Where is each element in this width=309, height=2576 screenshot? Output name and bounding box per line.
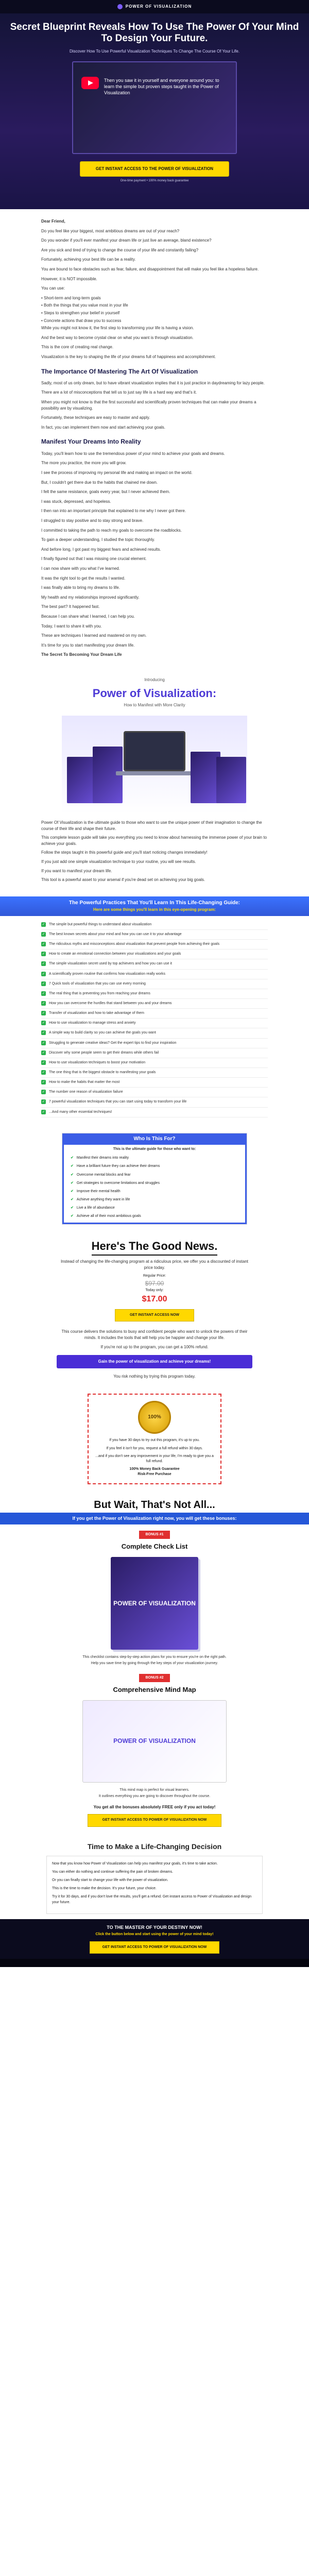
decision-para: Or you can finally start to change your life with the power of visualization. xyxy=(52,1878,168,1883)
check-icon: ✔ xyxy=(71,1206,74,1210)
lessons-section xyxy=(0,896,309,1125)
lessons-title: The Powerful Practices That You'll Learn In This Life-Changing Guide: xyxy=(68,900,241,906)
today-price-label: Today only: xyxy=(145,1289,164,1293)
book-cover-text: POWER OF VISUALIZATION xyxy=(113,1599,196,1607)
decision-box xyxy=(46,1856,263,1914)
letter-para: You are bound to face obstacles such as fear, failure, and disappointment that will make you feel like a hopeless failure. xyxy=(41,266,259,272)
list-item xyxy=(41,1028,268,1038)
list-item xyxy=(41,970,268,979)
hero-cta-button[interactable]: GET INSTANT ACCESS TO THE POWER OF VISUALIZATION xyxy=(80,161,229,177)
greeting: Dear Friend, xyxy=(41,219,65,224)
who-text: Manifest their dreams into reality xyxy=(76,1156,129,1160)
who-text: Overcome mental blocks and fear xyxy=(76,1173,131,1177)
decision-title: Time to Make a Life-Changing Decision xyxy=(87,1842,222,1851)
check-icon: ✓ xyxy=(42,1041,45,1045)
lesson-text: A scientifically proven routine that confirms how visualization really works xyxy=(49,972,166,976)
bottom-bar xyxy=(0,1959,309,1967)
who-text: Achieve anything they want in life xyxy=(76,1197,130,1201)
check-icon: ✓ xyxy=(42,981,45,986)
letter-para: However, it is NOT impossible. xyxy=(41,276,97,281)
lesson-text: 7 Quick tools of visualization that you can use every morning xyxy=(49,981,146,986)
who-text: Have a brilliant future they can achieve their dreams xyxy=(76,1164,160,1168)
buy-now-button[interactable]: GET INSTANT ACCESS NOW xyxy=(115,1309,194,1321)
check-icon: ✓ xyxy=(42,1021,45,1025)
list-item xyxy=(62,1204,247,1212)
lesson-text: The one thing that is the biggest obstacle to manifesting your goals xyxy=(49,1070,156,1074)
letter-para: In fact, you can implement them now and start achieving your goals. xyxy=(41,425,166,430)
check-icon: ✓ xyxy=(42,942,45,946)
topbar xyxy=(0,0,309,13)
lesson-text: Transfer of visualization and how to take advantage of them xyxy=(49,1011,144,1015)
letter-para: When you might not know is that the first successful and scientifically proven techniques that can make your dreams a possibility are by visualizing. xyxy=(41,400,256,411)
intro-para: Power Of Visualization is the ultimate guide to those who want to use the unique power of their imagination to change the course of their life and shape their future. xyxy=(41,820,262,831)
hero-cta-note: One-time payment • 100% money back guarantee xyxy=(120,179,189,182)
check-icon: ✓ xyxy=(42,1060,45,1064)
lesson-text: Discover why some people seem to get their dreams while others fail xyxy=(49,1050,159,1055)
list-item xyxy=(41,1097,268,1107)
heading-manifest: Manifest Your Dreams Into Reality xyxy=(41,438,141,446)
who-text: Improve their mental health xyxy=(76,1189,121,1193)
letter-para: It’s time for you to start manifesting your dream life. xyxy=(41,642,135,648)
letter-para: But, I couldn't get there due to the habits that chained me down. xyxy=(41,480,158,485)
lesson-text: 7 powerful visualization techniques that you can start using today to transform your life xyxy=(49,1100,187,1104)
product-box-icon xyxy=(216,757,246,803)
check-icon: ✓ xyxy=(42,1100,45,1104)
letter-para: Do you wonder if you'll ever manifest your dream life or just live an average, bland existence? xyxy=(41,238,212,243)
bullet: • Short-term and long-term goals xyxy=(41,295,101,300)
letter-para: These are techniques I learned and mastered on my own. xyxy=(41,633,147,638)
who-text: Get strategies to overcome limitations and struggles xyxy=(76,1181,160,1185)
bonus-desc: This checklist contains step-by-step action plans for you to ensure you're on the right path. xyxy=(82,1655,227,1659)
who-title: Who Is This For? xyxy=(62,1133,247,1145)
check-icon: ✔ xyxy=(71,1173,74,1177)
decision-para: You can either do nothing and continue suffering the pain of broken dreams. xyxy=(52,1870,174,1874)
decision-para: Try it for 30 days, and if you don't love the results, you'll get a refund. Get instant access to Power of Visualization and design your future. xyxy=(52,1895,252,1904)
letter-para: To gain a deeper understanding, I studied the topic thoroughly. xyxy=(41,537,155,543)
product-intro xyxy=(0,667,309,896)
lesson-text: How you can overcome the hurdles that stand between you and your dreams xyxy=(49,1001,172,1005)
list-item xyxy=(41,1019,268,1028)
check-icon: ✓ xyxy=(42,922,45,926)
list-item xyxy=(41,940,268,950)
check-icon: ✔ xyxy=(71,1197,74,1201)
bonus-desc: It outlines everything you are going to discover throughout the course. xyxy=(98,1794,211,1798)
who-is-this-for xyxy=(62,1133,247,1225)
lesson-text: How to use visualization to manage stress and anxiety xyxy=(49,1021,136,1025)
bonus-desc: Help you save time by going through the key steps of your visualization journey. xyxy=(91,1662,218,1666)
check-icon: ✔ xyxy=(71,1164,74,1168)
letter-para: Sadly, most of us only dream, but to have vibrant visualization implies that it is just practice in daydreaming for lazy people. xyxy=(41,380,265,385)
list-item xyxy=(62,1196,247,1204)
check-icon: ✓ xyxy=(42,1080,45,1084)
product-title: Power of Visualization: xyxy=(92,686,217,700)
good-news-para: This course delivers the solutions to busy and confident people who want to unlock the powers of their minds. It includes the tools that will help you be happier and change your life. xyxy=(61,1329,248,1341)
lesson-text: ...And many other essential techniques! xyxy=(49,1110,112,1114)
bonuses-section xyxy=(0,1493,309,1833)
check-icon: ✓ xyxy=(42,1011,45,1015)
hero-title: Secret Blueprint Reveals How To Use The Power Of Your Mind To Design Your Future. xyxy=(10,22,299,44)
letter-para: I see the process of improving my personal life and making an impact on the world. xyxy=(41,470,193,476)
check-icon: ✓ xyxy=(42,1110,45,1114)
letter-para: The Secret To Becoming Your Dream Life xyxy=(41,652,122,657)
who-text: Achieve all of their most ambitious goals xyxy=(76,1214,141,1218)
intro-para: This tool is a powerful asset to your arsenal if you're dead set on achieving your big goals. xyxy=(41,877,205,883)
decision-para: This is the time to make the decision. It's your future, your choice. xyxy=(52,1887,157,1891)
sale-price: $17.00 xyxy=(142,1295,167,1304)
footer-cta-button[interactable]: GET INSTANT ACCESS TO POWER OF VISUALIZATION NOW xyxy=(90,1941,220,1954)
check-icon: ✓ xyxy=(42,972,45,976)
letter-para: I finally figured out that I was missing one crucial element. xyxy=(41,556,147,562)
mind-map-center-text: POWER OF VISUALIZATION xyxy=(113,1737,196,1744)
risk-note: You risk nothing by trying this program today. xyxy=(113,1374,196,1379)
hero-subtitle: Discover How To Use Powerful Visualization Techniques To Change The Course Of Your Life. xyxy=(69,48,240,54)
intro-para: If you just add one simple visualization technique to your routine, you will see results. xyxy=(41,859,196,864)
brand-name: POWER OF VISUALIZATION xyxy=(125,4,192,9)
decision-section xyxy=(0,1833,309,1919)
guarantee-line: If you have 30 days to try out this program, it's up to you. xyxy=(109,1438,200,1443)
guarantee-line: 100% Money Back Guarantee xyxy=(129,1467,180,1471)
bonus-cta-button[interactable]: GET INSTANT ACCESS TO POWER OF VISUALIZATION NOW xyxy=(88,1814,222,1826)
list-item xyxy=(41,979,268,989)
intro-para: If you want to manifest your dream life. xyxy=(41,868,112,873)
lesson-text: The simple but powerful things to understand about visualization xyxy=(49,922,152,926)
bonus-title: Complete Check List xyxy=(121,1543,188,1551)
letter-para: And the best way to become crystal clear on what you want is through visualization. xyxy=(41,335,194,340)
list-item xyxy=(62,1154,247,1162)
pricing xyxy=(0,1274,309,1305)
letter-para: Today, I want to share it with you. xyxy=(41,623,102,629)
good-news-para: If you're not up to the program, you can get a 100% refund. xyxy=(100,1344,209,1349)
letter-para: Fortunately, achieving your best life can be a reality. xyxy=(41,257,136,262)
lesson-text: Struggling to generate creative ideas? Get the expert tips to find your inspiration xyxy=(49,1041,177,1045)
hero-section xyxy=(0,13,309,209)
check-icon: ✓ xyxy=(42,1090,45,1094)
lesson-text: A simple way to build clarity so you can achieve the goals you want xyxy=(49,1031,156,1035)
sales-letter xyxy=(0,209,309,667)
lesson-text: How to make the habits that matter the most xyxy=(49,1080,120,1084)
check-icon: ✓ xyxy=(42,1031,45,1035)
lessons-band xyxy=(0,896,309,916)
lesson-text: How to create an emotional connection between your visualizations and your goals xyxy=(49,952,181,956)
lessons-subtitle: Here are some things you'll learn in this eye-opening program: xyxy=(93,907,216,912)
check-icon: ✓ xyxy=(42,991,45,995)
intro-kicker: Introducing xyxy=(144,677,165,682)
bullet: • Concrete actions that draw you to success xyxy=(41,318,122,323)
free-bonus-note: You get all the bonuses absolutely FREE only if you act today! xyxy=(93,1804,216,1809)
lesson-text: The real thing that is preventing you from reaching your dreams xyxy=(49,991,150,995)
letter-para: While you might not know it, the first step to transforming your life is having a vision. xyxy=(41,326,194,331)
gain-power-button[interactable]: Gain the power of visualization and achieve your dreams! xyxy=(57,1355,252,1368)
list-item xyxy=(62,1179,247,1188)
letter-para: And before long, I got past my biggest fears and achieved results. xyxy=(41,547,161,552)
money-back-seal-icon xyxy=(138,1401,171,1434)
good-news-section xyxy=(0,1233,309,1385)
list-item xyxy=(62,1171,247,1179)
list-item xyxy=(62,1212,247,1224)
list-item xyxy=(41,1088,268,1097)
play-icon[interactable] xyxy=(81,77,99,89)
brand-logo-icon xyxy=(117,4,123,9)
letter-para: I was stuck, depressed, and hopeless. xyxy=(41,499,111,504)
check-icon: ✓ xyxy=(42,1001,45,1005)
letter-para: Are you sick and tired of trying to change the course of your life and constantly failing? xyxy=(41,247,199,252)
letter-para: I struggled to stay positive and to stay strong and brave. xyxy=(41,518,144,523)
bonus-desc: This mind map is perfect for visual learners. xyxy=(119,1788,190,1792)
list-item xyxy=(41,989,268,999)
video-caption: Then you saw it in yourself and everyone around you: to learn the simple but proven steps taught in the Power of Visualization xyxy=(104,78,219,95)
lesson-text: The best known secrets about your mind and how you can use it to your advantage xyxy=(49,932,182,936)
old-price: $97.00 xyxy=(145,1279,164,1287)
lessons-list xyxy=(41,916,268,1125)
letter-para: Fortunately, these techniques are easy to master and apply. xyxy=(41,415,150,420)
check-icon: ✔ xyxy=(71,1181,74,1185)
list-item xyxy=(41,1058,268,1068)
letter-para: Do you feel like your biggest, most ambitious dreams are out of your reach? xyxy=(41,228,180,233)
list-item xyxy=(41,1039,268,1048)
check-icon: ✓ xyxy=(42,962,45,966)
letter-para: I then ran into an important principle that explained to me why I never got there. xyxy=(41,509,186,514)
good-news-title: Here's The Good News. xyxy=(92,1238,218,1256)
footer-subtitle: Click the button below and start using the power of your mind today! xyxy=(95,1932,214,1936)
bullet: • Steps to strengthen your belief in yourself xyxy=(41,310,120,315)
guarantee-box xyxy=(88,1394,221,1484)
guarantee-line: If you feel it isn't for you, request a full refund within 30 days. xyxy=(106,1446,203,1450)
sales-video[interactable] xyxy=(72,61,237,154)
letter-para: Today, you'll learn how to use the tremendous power of your mind to achieve your goals and dreams. xyxy=(41,451,225,456)
letter-para: I can now share with you what I’ve learned. xyxy=(41,566,120,571)
bonus-tag: BONUS #1 xyxy=(139,1531,169,1539)
list-item xyxy=(41,1068,268,1078)
mind-map-image xyxy=(82,1700,227,1783)
laptop-base-icon xyxy=(116,771,193,775)
letter-para: I was finally able to bring my dreams to life. xyxy=(41,585,120,590)
product-subtitle: How to Manifest with More Clarity xyxy=(124,703,185,708)
letter-para: This is the core of creating real change. xyxy=(41,345,114,350)
heading-importance: The Importance Of Mastering The Art Of Visualization xyxy=(41,367,198,375)
letter-para: Visualization is the key to shaping the life of your dreams full of happiness and accomplishment. xyxy=(41,354,216,359)
intro-para: Follow the steps taught in this powerful guide and you'll start noticing changes immediately! xyxy=(41,850,208,855)
product-bundle-image xyxy=(62,716,247,814)
letter-para: You can use: xyxy=(41,286,65,291)
seal-text: 100% xyxy=(148,1414,161,1420)
check-icon: ✓ xyxy=(42,952,45,956)
list-item xyxy=(41,1078,268,1088)
footer-title: TO THE MASTER OF YOUR DESTINY NOW! xyxy=(107,1924,202,1930)
bonuses-band: If you get the Power of Visualization right now, you will get these bonuses: xyxy=(0,1513,309,1524)
letter-para: It was the right tool to get the results I wanted. xyxy=(41,575,126,581)
decision-para: Now that you know how Power of Visualization can help you manifest your goals, it's time to take action. xyxy=(52,1861,218,1866)
list-item xyxy=(41,999,268,1009)
list-item xyxy=(41,1009,268,1019)
letter-para: I committed to taking the path to reach my goals to overcome the roadblocks. xyxy=(41,528,182,533)
letter-para: The best part? It happened fast. xyxy=(41,604,100,609)
bonus-tag: BONUS #2 xyxy=(139,1674,169,1682)
lesson-text: The simple visualization secret used by top achievers and how you can use it xyxy=(49,962,172,966)
who-subtitle: This is the ultimate guide for those who want to: xyxy=(113,1147,196,1151)
letter-bullets xyxy=(41,295,268,324)
letter-para: My health and my relationships improved significantly. xyxy=(41,595,140,600)
check-icon: ✔ xyxy=(71,1214,74,1218)
bullet: • Both the things that you value most in your life xyxy=(41,303,128,308)
bonuses-title: But Wait, That's Not All... xyxy=(94,1499,215,1511)
good-news-para: Instead of changing the life-changing program at a ridiculous price, we offer you a discounted of instant price today. xyxy=(60,1259,249,1270)
letter-para: Because I can share what I learned, I can help you. xyxy=(41,614,135,619)
list-item xyxy=(41,959,268,969)
who-text: Live a life of abundance xyxy=(76,1206,115,1210)
list-item xyxy=(41,1108,268,1117)
laptop-icon xyxy=(124,731,185,771)
check-icon: ✔ xyxy=(71,1156,74,1160)
list-item xyxy=(62,1162,247,1171)
letter-para: There are a lot of misconceptions that tell us to just say life is a hard way and that’s it. xyxy=(41,390,197,395)
letter-para: The more you practice, the more you will grow. xyxy=(41,461,127,466)
check-icon: ✓ xyxy=(42,1070,45,1074)
checklist-book-image xyxy=(111,1557,198,1650)
list-item xyxy=(62,1188,247,1196)
check-icon: ✓ xyxy=(42,932,45,936)
check-icon: ✔ xyxy=(71,1189,74,1193)
guarantee-line: Risk-Free Purchase xyxy=(138,1472,171,1477)
list-item xyxy=(41,930,268,940)
list-item xyxy=(41,950,268,959)
guarantee-line: ...and if you don't see any improvement in your life, I'm ready to give you a full refund. xyxy=(95,1454,214,1463)
regular-price-label: Regular Price: xyxy=(143,1274,166,1278)
bonus-title: Comprehensive Mind Map xyxy=(113,1685,196,1693)
lesson-text: How to use visualization techniques to boost your motivation xyxy=(49,1060,146,1064)
letter-para: I felt the same resistance, goals every year, but I never achieved them. xyxy=(41,489,170,495)
list-item xyxy=(41,1048,268,1058)
list-item xyxy=(41,920,268,930)
intro-para: This complete lesson guide will take you everything you need to know about harnessing the immense power of your brain to achieve your goals. xyxy=(41,835,267,846)
lesson-text: The ridiculous myths and misconceptions about visualization that prevent people from achieving their goals xyxy=(49,942,220,946)
check-icon: ✓ xyxy=(42,1050,45,1055)
footer-cta-band xyxy=(0,1919,309,1959)
lesson-text: The number one reason of visualization failure xyxy=(49,1090,123,1094)
